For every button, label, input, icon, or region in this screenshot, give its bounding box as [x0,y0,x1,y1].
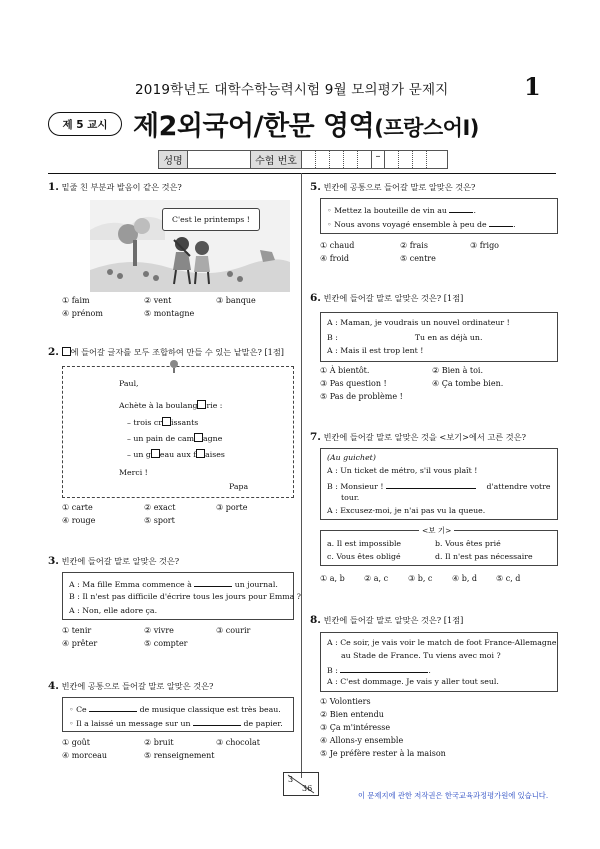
option-1[interactable]: ① Volontiers [320,697,371,706]
option-5[interactable]: ⑤ centre [400,254,436,263]
page-counter [283,772,319,796]
blank-box-icon [162,417,171,426]
header-rule [48,173,556,174]
option-3[interactable] [216,296,256,305]
answer-blank [449,204,473,213]
exam-number-cell[interactable] [399,151,413,168]
question-number: 3. [48,555,59,567]
question-number: 1. [48,181,59,193]
option-number: ② [144,296,152,305]
option-1[interactable]: ① chaud [320,241,355,250]
blank-box-icon [196,449,205,458]
name-label: 성명 [159,151,188,168]
option-number: ③ [216,296,224,305]
question-text: 빈칸에 들어갈 말로 알맞은 것은? [1점] [323,615,464,625]
option-2[interactable]: ② a, c [364,574,389,583]
blank-box-icon [62,347,71,356]
option-5[interactable]: ⑤ Je préfère rester à la maison [320,749,446,758]
section-title-subject: (프랑스어Ⅰ) [374,116,479,140]
question-number: 6. [310,292,321,304]
option-4[interactable]: ④ froid [320,254,349,263]
option-text: vent [153,296,172,305]
bogi-item: b. Vous êtes prié [435,539,501,548]
option-number: ① [62,296,70,305]
bogi-item: d. Il n'est pas nécessaire [435,552,533,561]
speech-bubble: C'est le printemps ! [162,208,260,231]
question-7 [310,431,526,443]
dialogue-line: A : C'est dommage. Je vais y aller tout seul. [327,677,499,686]
exam-number-cell[interactable] [330,151,344,168]
option-4[interactable]: ④ Allons-y ensemble [320,736,404,745]
dialogue-line: A : Non, elle adore ça. [69,606,158,615]
dialogue-line: tour. [341,493,360,502]
option-1[interactable]: ① a, b [320,574,345,583]
question-1 [48,181,182,193]
option-number: ④ [62,309,70,318]
exam-number-cell[interactable] [427,151,447,168]
bogi-item: c. Vous êtes obligé [327,552,401,561]
exam-header-title: 2019학년도 대학수학능력시험 9월 모의평가 문제지 [135,82,449,98]
dialogue-line: A : Mais il est trop lent ! [327,346,424,355]
option-2[interactable]: ② exact [144,503,176,512]
exam-number-cell[interactable] [302,151,316,168]
dialogue-line: A : Ma fille Emma commence à un journal. [69,580,278,589]
q1-illustration [90,200,290,292]
option-5[interactable]: ⑤ c, d [496,574,521,583]
q5-box [320,198,558,234]
sentence-line: ◦ Mettez la bouteille de vin au . [327,206,476,215]
q8-dialogue [320,632,558,692]
dialogue-line: A : Ce soir, je vais voir le match de foot France-Allemagne [327,638,557,647]
q2-note [62,366,294,498]
question-6 [310,292,463,304]
section-title-main: 제2외국어/한문 영역 [133,111,375,142]
note-line: Achète à la boulang rie : [119,401,223,410]
option-4[interactable]: ④ morceau [62,751,108,760]
option-2[interactable]: ② bruit [144,738,174,747]
column-divider [301,173,302,778]
question-4 [48,680,213,692]
answer-blank [193,717,241,726]
question-number: 4. [48,680,59,692]
option-3[interactable]: ③ Pas question ! [320,379,387,388]
bogi-item: a. Il est impossible [327,539,402,548]
copyright-notice: 이 문제지에 관한 저작권은 한국교육과정평가원에 있습니다. [358,791,549,800]
exam-number-dash: – [372,151,385,168]
section-title [133,104,479,143]
option-4[interactable]: ④ Ça tombe bien. [432,379,504,388]
sentence-line: ◦ Nous avons voyagé ensemble à peu de . [327,220,516,229]
dialogue-line: au Stade de France. Tu viens avec moi ? [341,651,501,660]
option-5[interactable]: ⑤ Pas de problème ! [320,392,403,401]
note-greeting: Paul, [119,379,139,388]
question-number: 2. [48,346,59,358]
option-text: montagne [153,309,195,318]
pushpin-icon [167,359,181,373]
q7-dialogue [320,448,558,520]
dialogue-line: B : . [327,666,431,675]
option-2[interactable]: ② Bien à toi. [432,366,484,375]
session-badge: 제 5 교시 [48,112,122,136]
option-2[interactable]: ② frais [400,241,428,250]
answer-blank [89,703,137,712]
question-text: 빈칸에 공통으로 들어갈 말로 알맞은 것은? [61,681,214,691]
question-8 [310,614,463,626]
option-2[interactable] [144,296,171,305]
note-item: – trois cr issants [127,418,199,427]
name-field[interactable] [188,151,251,168]
option-5[interactable] [144,309,194,318]
question-text: 밑줄 친 부분과 발음이 같은 것은? [61,182,182,192]
exam-number-label: 수험 번호 [251,151,302,168]
option-3[interactable]: ③ Ça m'intéresse [320,723,391,732]
answer-blank [489,218,513,227]
note-thanks: Merci ! [119,468,148,477]
blank-box-icon [151,449,160,458]
question-number: 7. [310,431,321,443]
question-text: 빈칸에 공통으로 들어갈 말로 알맞은 것은? [323,182,476,192]
option-4[interactable]: ④ prêter [62,639,98,648]
option-text: prénom [71,309,103,318]
option-5[interactable]: ⑤ sport [144,516,175,525]
bogi-label: <보 기> [419,525,454,536]
question-5 [310,181,475,193]
option-1[interactable]: ① À bientôt. [320,366,370,375]
dialogue-line: B : Monsieur ! d'attendre votre [327,482,551,491]
option-3[interactable]: ③ frigo [470,241,499,250]
q4-box [62,697,294,732]
dialogue-line: B : Il n'est pas difficile d'écrire tous les jours pour Emma ? [69,592,301,601]
note-item: – un g eau aux f aises [127,450,225,459]
option-text: faim [71,296,90,305]
exam-number-cell[interactable] [316,151,330,168]
dialogue-line: A : Maman, je voudrais un nouvel ordinateur ! [327,318,510,327]
option-3[interactable]: ③ b, c [408,574,433,583]
option-1[interactable]: ① goût [62,738,91,747]
question-3 [48,555,179,567]
exam-number-cell[interactable] [344,151,358,168]
answer-blank [194,578,232,587]
q6-dialogue [320,312,558,362]
option-4[interactable]: ④ b, d [452,574,478,583]
sentence-line: ◦ Ce de musique classique est très beau. [69,705,281,714]
question-number: 5. [310,181,321,193]
option-2[interactable]: ② Bien entendu [320,710,384,719]
note-signature: Papa [229,482,249,491]
question-number: 8. [310,614,321,626]
option-4[interactable]: ④ rouge [62,516,96,525]
option-5[interactable]: ⑤ renseignement [144,751,215,760]
q3-dialogue [62,572,301,620]
exam-number-cell[interactable] [385,151,399,168]
question-text: 빈칸에 들어갈 말로 알맞은 것은? [61,556,180,566]
option-3[interactable]: ③ porte [216,503,248,512]
option-1[interactable] [62,296,90,305]
option-4[interactable] [62,309,103,318]
option-2[interactable]: ② vivre [144,626,174,635]
page-number: 1 [524,72,541,101]
dialogue-context: (Au guichet) [327,453,376,462]
answer-blank [340,664,428,673]
question-text: 에 들어갈 글자를 모두 조합하여 만들 수 있는 낱말은? [1점] [70,347,284,357]
option-3[interactable]: ③ courir [216,626,251,635]
total-pages: 36 [302,784,313,793]
question-2 [48,346,284,358]
dialogue-line: B : Tu en as déjà un. [327,333,483,342]
exam-number-cell[interactable] [358,151,372,168]
exam-number-cell[interactable] [413,151,427,168]
answer-blank [340,332,412,340]
dialogue-line: A : Un ticket de métro, s'il vous plaît ! [327,466,478,475]
blank-box-icon [194,433,203,442]
option-number: ⑤ [144,309,152,318]
note-item: – un pain de cam agne [127,434,223,443]
option-5[interactable]: ⑤ compter [144,639,188,648]
dialogue-line: A : Excusez-moi, je n'ai pas vu la queue. [327,506,486,515]
answer-blank [386,480,476,489]
option-3[interactable]: ③ chocolat [216,738,261,747]
question-text: 빈칸에 들어갈 말로 알맞은 것은? [1점] [323,293,464,303]
option-1[interactable]: ① carte [62,503,93,512]
current-page: 3 [288,775,294,784]
name-and-number-strip [158,150,448,169]
option-text: banque [225,296,256,305]
q7-bogi-box [320,526,558,566]
question-text: 빈칸에 들어갈 말로 알맞은 것을 <보기>에서 고른 것은? [323,432,526,442]
option-1[interactable]: ① tenir [62,626,92,635]
sentence-line: ◦ Il a laissé un message sur un de papier. [69,719,283,728]
